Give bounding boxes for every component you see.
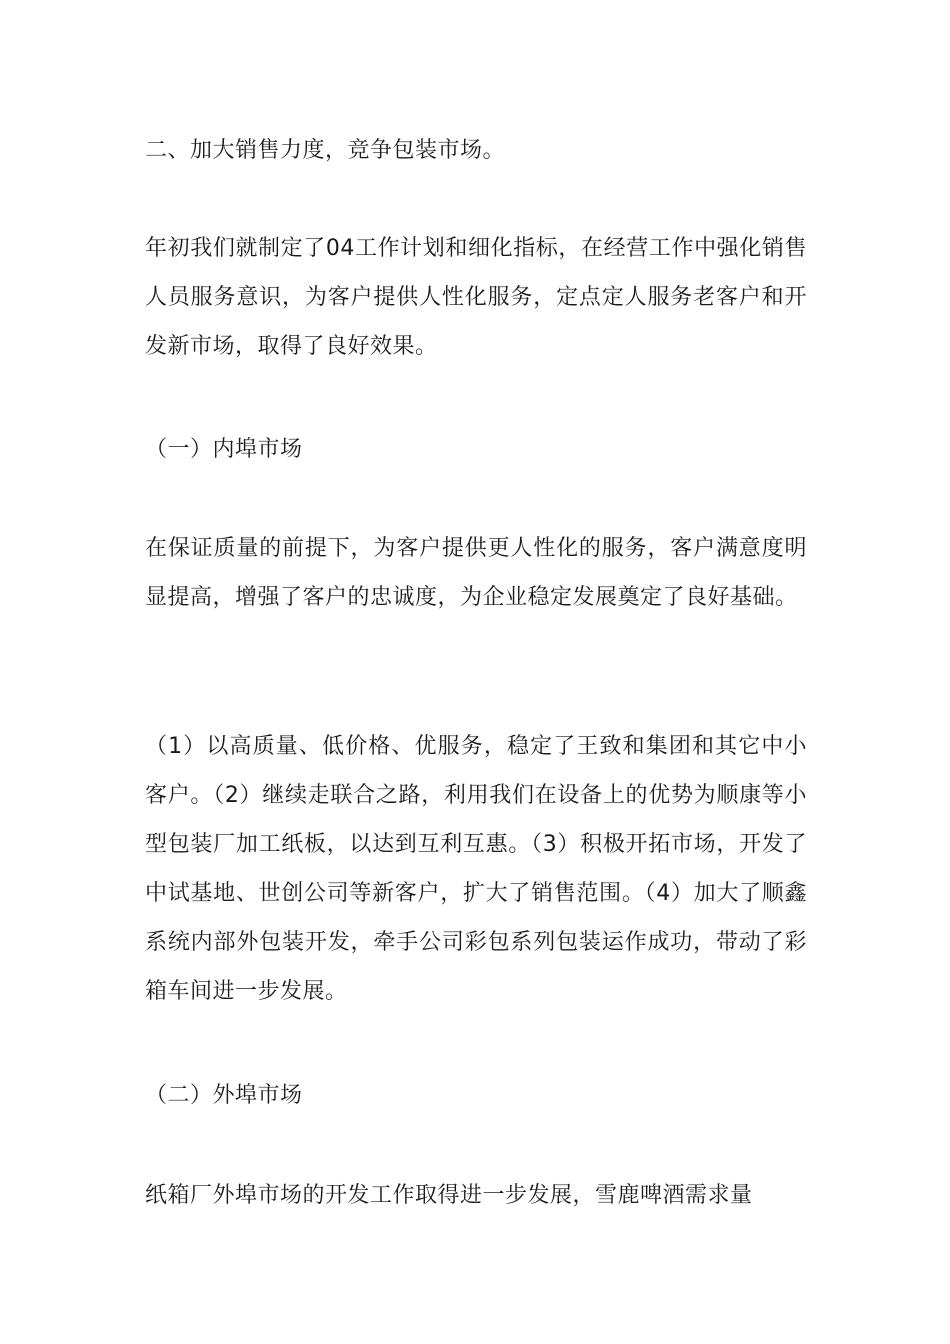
domestic-market-paragraph: 在保证质量的前提下，为客户提供更人性化的服务，客户满意度明显提高，增强了客户的忠诚度，为企业稳定发展奠定了良好基础。 [145,536,807,610]
intro-paragraph: 年初我们就制定了04工作计划和细化指标，在经营工作中强化销售人员服务意识，为客户提供人性化服务，定点定人服务老客户和开发新市场，取得了良好效果。 [145,236,807,359]
sub-heading-external-market: （二）外埠市场 [145,1083,303,1108]
domestic-market-details-paragraph: （1）以高质量、低价格、优服务，稳定了王致和集团和其它中小客户。（2）继续走联合之路，利用我们在设备上的优势为顺康等小型包装厂加工纸板，以达到互利互惠。（3）积极开拓市场，开发了中试基地、世创公司等新客户，扩大了销售范围。（4）加大了顺鑫系统内部外包装开发，牵手公司彩包系列包装运作成功，带动了彩箱车间进一步发展。 [145,734,807,1004]
external-market-paragraph: 纸箱厂外埠市场的开发工作取得进一步发展，雪鹿啤酒需求量 [145,1183,753,1208]
section-heading: 二、加大销售力度，竞争包装市场。 [145,138,506,163]
sub-heading-domestic-market: （一）内埠市场 [145,437,303,462]
